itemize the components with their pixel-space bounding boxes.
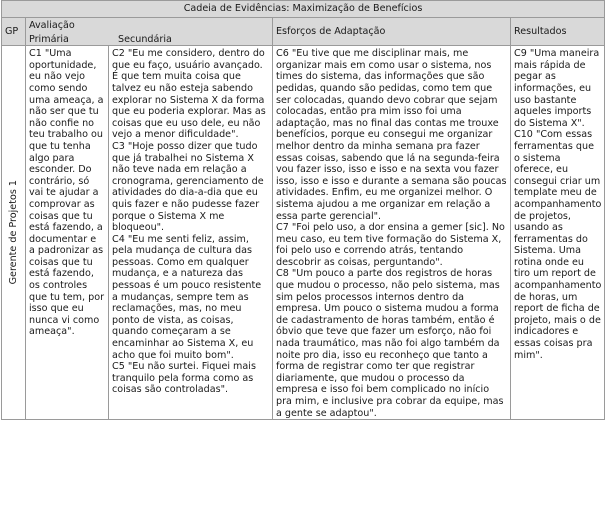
quote-c9: C9 "Uma maneira mais rápida de pegar as informações, eu uso bastante aqueles imports do Sistema X". <box>514 48 600 129</box>
quote-c4: C4 "Eu me senti feliz, assim, pela mudança de cultura das pessoas. Como em qualquer mudança, e a natureza das pessoas é um pouco resistente a mudanças, sempre tem as reclamações, mas, no meu ponto de vista, as coisas, quando começaram a se encaminhar ao Sistema X, eu acho que foi muito bom". <box>112 233 262 361</box>
primaria-cell <box>26 46 109 420</box>
header-avaliacao-group <box>26 18 273 46</box>
title-row <box>2 1 605 18</box>
quote-c5: C5 "Eu não surtei. Fiquei mais tranquilo pela forma como as coisas são controladas". <box>112 361 256 396</box>
header-secundaria: Secundária <box>118 33 172 45</box>
quote-c1: C1 "Uma oportunidade, eu não vejo como sendo uma ameaça, a não ser que tu não confie no teu trabalho ou que tu tenha algo para esconder. Do contrário, só vai te ajudar a comprovar as coisas que tu está fazendo, a documentar e a padronizar as coisas que tu está fazendo, os controles que tu tem, por isso que eu nunca vi como ameaça". <box>29 48 105 338</box>
header-resultados: Resultados <box>511 18 605 46</box>
header-avaliacao: Avaliação <box>29 20 75 31</box>
header-esforcos: Esforços de Adaptação <box>273 18 511 46</box>
secundaria-cell <box>109 46 273 420</box>
table-row <box>2 46 605 420</box>
quote-c10: C10 "Com essas ferramentas que o sistema oferece, eu consegui criar um template meu de acompanhamento de projetos, usando as ferramentas do Sistema. Uma rotina onde eu tiro um report de acompanhamento de horas, um report de ficha de projeto, mais o de indicadores e essas coisas pra mim". <box>514 129 602 361</box>
header-primaria: Primária <box>29 33 69 45</box>
quote-c3: C3 "Hoje posso dizer que tudo que já trabalhei no Sistema X não teve nada em relação a cronograma, gerenciamento de atividades do dia-a-dia que eu quis fazer e não pudesse fazer porque o Sistema X me bloqueou". <box>112 140 264 234</box>
quote-c6: C6 "Eu tive que me disciplinar mais, me organizar mais em como usar o sistema, nos times do sistema, das informações que são pedidas, quando são pedidas, como tem que ser colocadas, quando devo cobrar que sejam colocadas, então pra mim isso foi uma adaptação, mas no final das contas me trouxe benefícios, porque eu consegui me organizar melhor dentro da minha semana pra fazer essas coisas, sabendo que lá na segunda-feira vou fazer isso, isso e isso e na sexta vou fazer isso, isso e isso e durante a semana são poucas atividades. Enfim, eu me organizei melhor. O sistema ajudou a me organizar em relação a essa parte gerencial". <box>276 48 507 222</box>
header-row <box>2 18 605 46</box>
resultados-cell <box>511 46 605 420</box>
quote-c7: C7 "Foi pelo uso, a dor ensina a gemer [sic]. No meu caso, eu tem tive formação do Sistema X, foi pelo uso e correndo atrás, tentando descobrir as coisas, perguntando". <box>276 222 505 268</box>
table-title: Cadeia de Evidências: Maximização de Benefícios <box>2 1 605 18</box>
quote-c2: C2 "Eu me considero, dentro do que eu faço, usuário avançado. É que tem muita coisa que talvez eu não esteja sabendo explorar no Sistema X da forma que eu poderia explorar. Mas as coisas que eu uso dele, eu não vejo a menor dificuldade". <box>112 48 266 141</box>
evidence-table <box>1 0 605 420</box>
gp-cell <box>2 46 26 420</box>
gp-label: Gerente de Projetos 1 <box>7 179 19 285</box>
esforcos-cell <box>273 46 511 420</box>
header-gp: GP <box>2 18 26 46</box>
quote-c8: C8 "Um pouco a parte dos registros de horas que mudou o processo, não pelo sistema, mas sim pelos processos internos dentro da empresa. Um pouco o sistema mudou a forma de cadastramento de horas também, então é óbvio que teve que fazer um esforço, não foi nada traumático, mas não foi algo também da noite pro dia, isso eu reconheço que tanto a forma de registrar como ter que registrar diariamente, que mudou o processo da empresa e isso foi bem complicado no início pra mim, e inclusive pra cobrar da equipe, mas a gente se adaptou". <box>276 268 504 419</box>
